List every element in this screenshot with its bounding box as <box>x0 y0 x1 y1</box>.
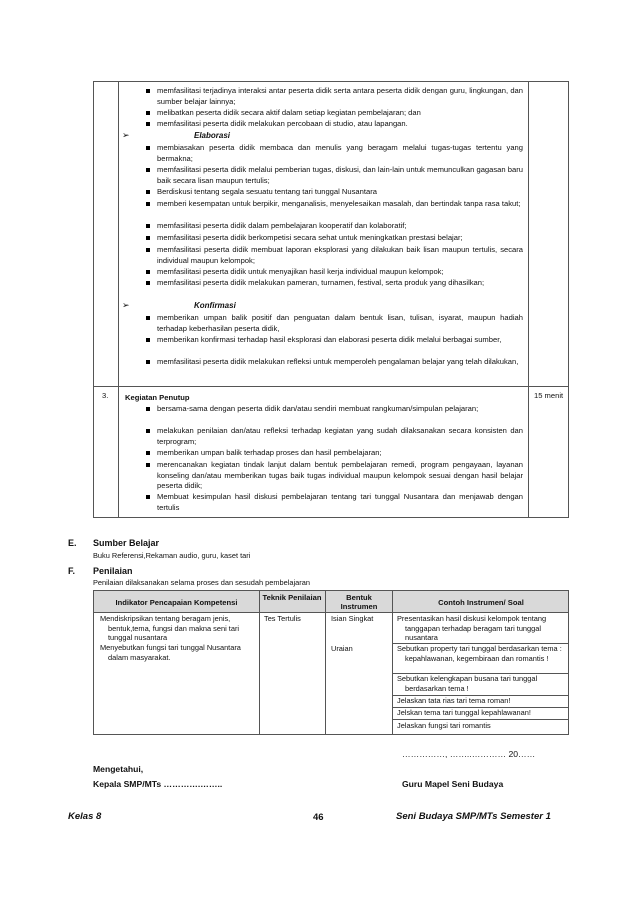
column-header: Indikator Pencapaian Kompetensi <box>115 598 238 607</box>
table-cell: Sebutkan property tari tunggal berdasarkan tema : kepahlawanan, kegembiraan dan romantis ! <box>397 644 562 663</box>
bullet-icon <box>146 281 150 285</box>
bullet-icon <box>146 463 150 467</box>
table-cell: Jelaskan tata rias tari tema roman! <box>397 696 511 705</box>
guru-label: Guru Mapel Seni Budaya <box>402 779 504 789</box>
bullet-icon <box>146 89 150 93</box>
row-divider <box>94 386 568 387</box>
row-number: 3. <box>102 391 109 400</box>
section-title: Sumber Belajar <box>93 538 160 548</box>
mengetahui-label: Mengetahui, <box>93 764 144 774</box>
section-text: Buku Referensi,Rekaman audio, guru, kaset tari <box>93 551 251 560</box>
bullet-icon <box>146 495 150 499</box>
bullet-icon <box>146 168 150 172</box>
column-divider <box>259 591 260 734</box>
section-letter: E. <box>68 538 77 548</box>
bullet-icon <box>146 248 150 252</box>
column-divider <box>392 591 393 734</box>
section-text: Penilaian dilaksanakan selama proses dan sesudah pembelajaran <box>93 578 310 587</box>
bullet-icon <box>146 236 150 240</box>
bullet-icon <box>146 224 150 228</box>
date-line: ……………, ……..………… 20…… <box>402 749 536 759</box>
bullet-icon <box>146 190 150 194</box>
arrow-bullet-icon: ➢ <box>122 300 130 310</box>
table-cell: Menyebutkan fungsi tari tunggal Nusantara dalam masyarakat. <box>100 643 241 662</box>
bullet-icon <box>146 338 150 342</box>
bullet-icon <box>146 429 150 433</box>
bullet-icon <box>146 111 150 115</box>
column-divider <box>118 82 119 517</box>
bullet-icon <box>146 407 150 411</box>
table-cell: Jelskan tema tari tunggal kepahlawanan! <box>397 708 531 717</box>
column-header: Bentuk Instrumen <box>340 593 378 611</box>
bullet-icon <box>146 146 150 150</box>
activity-table: memfasilitasi terjadinya interaksi antar peserta didik serta antara peserta didik dengan guru, lingkungan, dan sumber belajar lainnya; melibatkan peserta didik secara aktif dalam setiap kegiatan pembelajaran; dan memfasilitasi peserta didik melakukan percobaan di studio, atau lapangan. ➢ Elaborasi membiasakan peserta didik membaca dan menulis yang beragam melalui tugas-tugas tertentu yang bermakna; memfasilitasi peserta didik melalui pemberian tugas, diskusi, dan lain-lain untuk memunculkan gagasan baru baik secara lisan maupun tertulis; Berdiskusi tentang segala sesuatu tentang tari tunggal Nusantara memberi kesempatan untuk berpikir, menganalisis, menyelesaikan masalah, dan bertindak tanpa rasa takut; memfasilitasi peserta didik dalam pembelajaran kooperatif dan kolaboratif; memfasilitasi peserta didik berkompetisi secara sehat untuk meningkatkan prestasi belajar; memfasilitasi peserta didik membuat laporan eksplorasi yang dilakukan baik lisan maupun tertulis, secara individual maupun kelompok; memfasilitasi peserta didik untuk menyajikan hasil kerja individual maupun kelompok; memfasilitasi peserta didik melakukan pameran, turnamen, festival, serta produk yang dihasilkan; ➢ Konfirmasi memberikan umpan balik positif dan penguatan dalam bentuk lisan, tulisan, isyarat, maupun hadiah terhadap keberhasilan peserta didik, memberikan konfirmasi terhadap hasil eksplorasi dan elaborasi peserta didik melalui berbagai sumber, memfasilitasi peserta didik melakukan refleksi untuk memperoleh pengalaman belajar yang telah dilakukan, 3. Kegiatan Penutup 15 menit bersama-sama dengan peserta didik dan/atau sendiri membuat rangkuman/simpulan pelajaran; melakukan penilaian dan/atau refleksi terhadap kegiatan yang sudah dilaksanakan secara konsisten dan terprogram; memberikan umpan balik terhadap proses dan hasil pembelajaran; merencanakan kegiatan tindak lanjut dalam bentuk pembelajaran remedi, program pengayaan, layanan konseling dan/atau memberikan tugas baik tugas individual maupun kelompok sesuai dengan hasil belajar peserta didik; Membuat kesimpulan hasil diskusi pembelajaran tentang tari tunggal Nusantara dan menjawab dengan tertulis <box>93 81 569 518</box>
bullet-icon <box>146 360 150 364</box>
arrow-bullet-icon: ➢ <box>122 130 130 140</box>
table-cell: Isian Singkat <box>331 614 374 623</box>
duration: 15 menit <box>534 391 564 400</box>
bullet-icon <box>146 270 150 274</box>
cell-divider <box>392 719 568 720</box>
kepala-label: Kepala SMP/MTs ………….…….. <box>93 779 223 789</box>
footer-title: Seni Budaya SMP/MTs Semester 1 <box>396 811 551 822</box>
table-cell: Jelaskan fungsi tari romantis <box>397 721 491 730</box>
table-cell: Mendiskripsikan tentang beragam jenis, bentuk,tema, fungsi dan makna seni tari tunggal nusantara <box>100 614 240 643</box>
column-header: Teknik Penilaian <box>262 593 322 602</box>
bullet-icon <box>146 451 150 455</box>
page-number: 46 <box>313 812 324 823</box>
penutup-heading: Kegiatan Penutup <box>125 393 190 402</box>
section-letter: F. <box>68 566 76 576</box>
table-cell: Presentasikan hasil diskusi kelompok tentang tanggapan terhadap beragam tari tunggal nusantara <box>397 614 547 643</box>
column-divider <box>325 591 326 734</box>
table-cell: Uraian <box>331 644 353 653</box>
bullet-icon <box>146 316 150 320</box>
bullet-icon <box>146 122 150 126</box>
konfirmasi-heading: Konfirmasi <box>194 301 236 310</box>
section-title: Penilaian <box>93 566 133 576</box>
table-cell: Sebutkan kelengkapan busana tari tunggal berdasarkan tema ! <box>397 674 538 693</box>
footer-class: Kelas 8 <box>68 811 102 822</box>
elaborasi-heading: Elaborasi <box>194 131 231 140</box>
assessment-table <box>93 590 569 735</box>
table-cell: Tes Tertulis <box>264 614 301 623</box>
column-header: Contoh Instrumen/ Soal <box>438 598 524 607</box>
bullet-icon <box>146 202 150 206</box>
column-divider <box>528 82 529 517</box>
